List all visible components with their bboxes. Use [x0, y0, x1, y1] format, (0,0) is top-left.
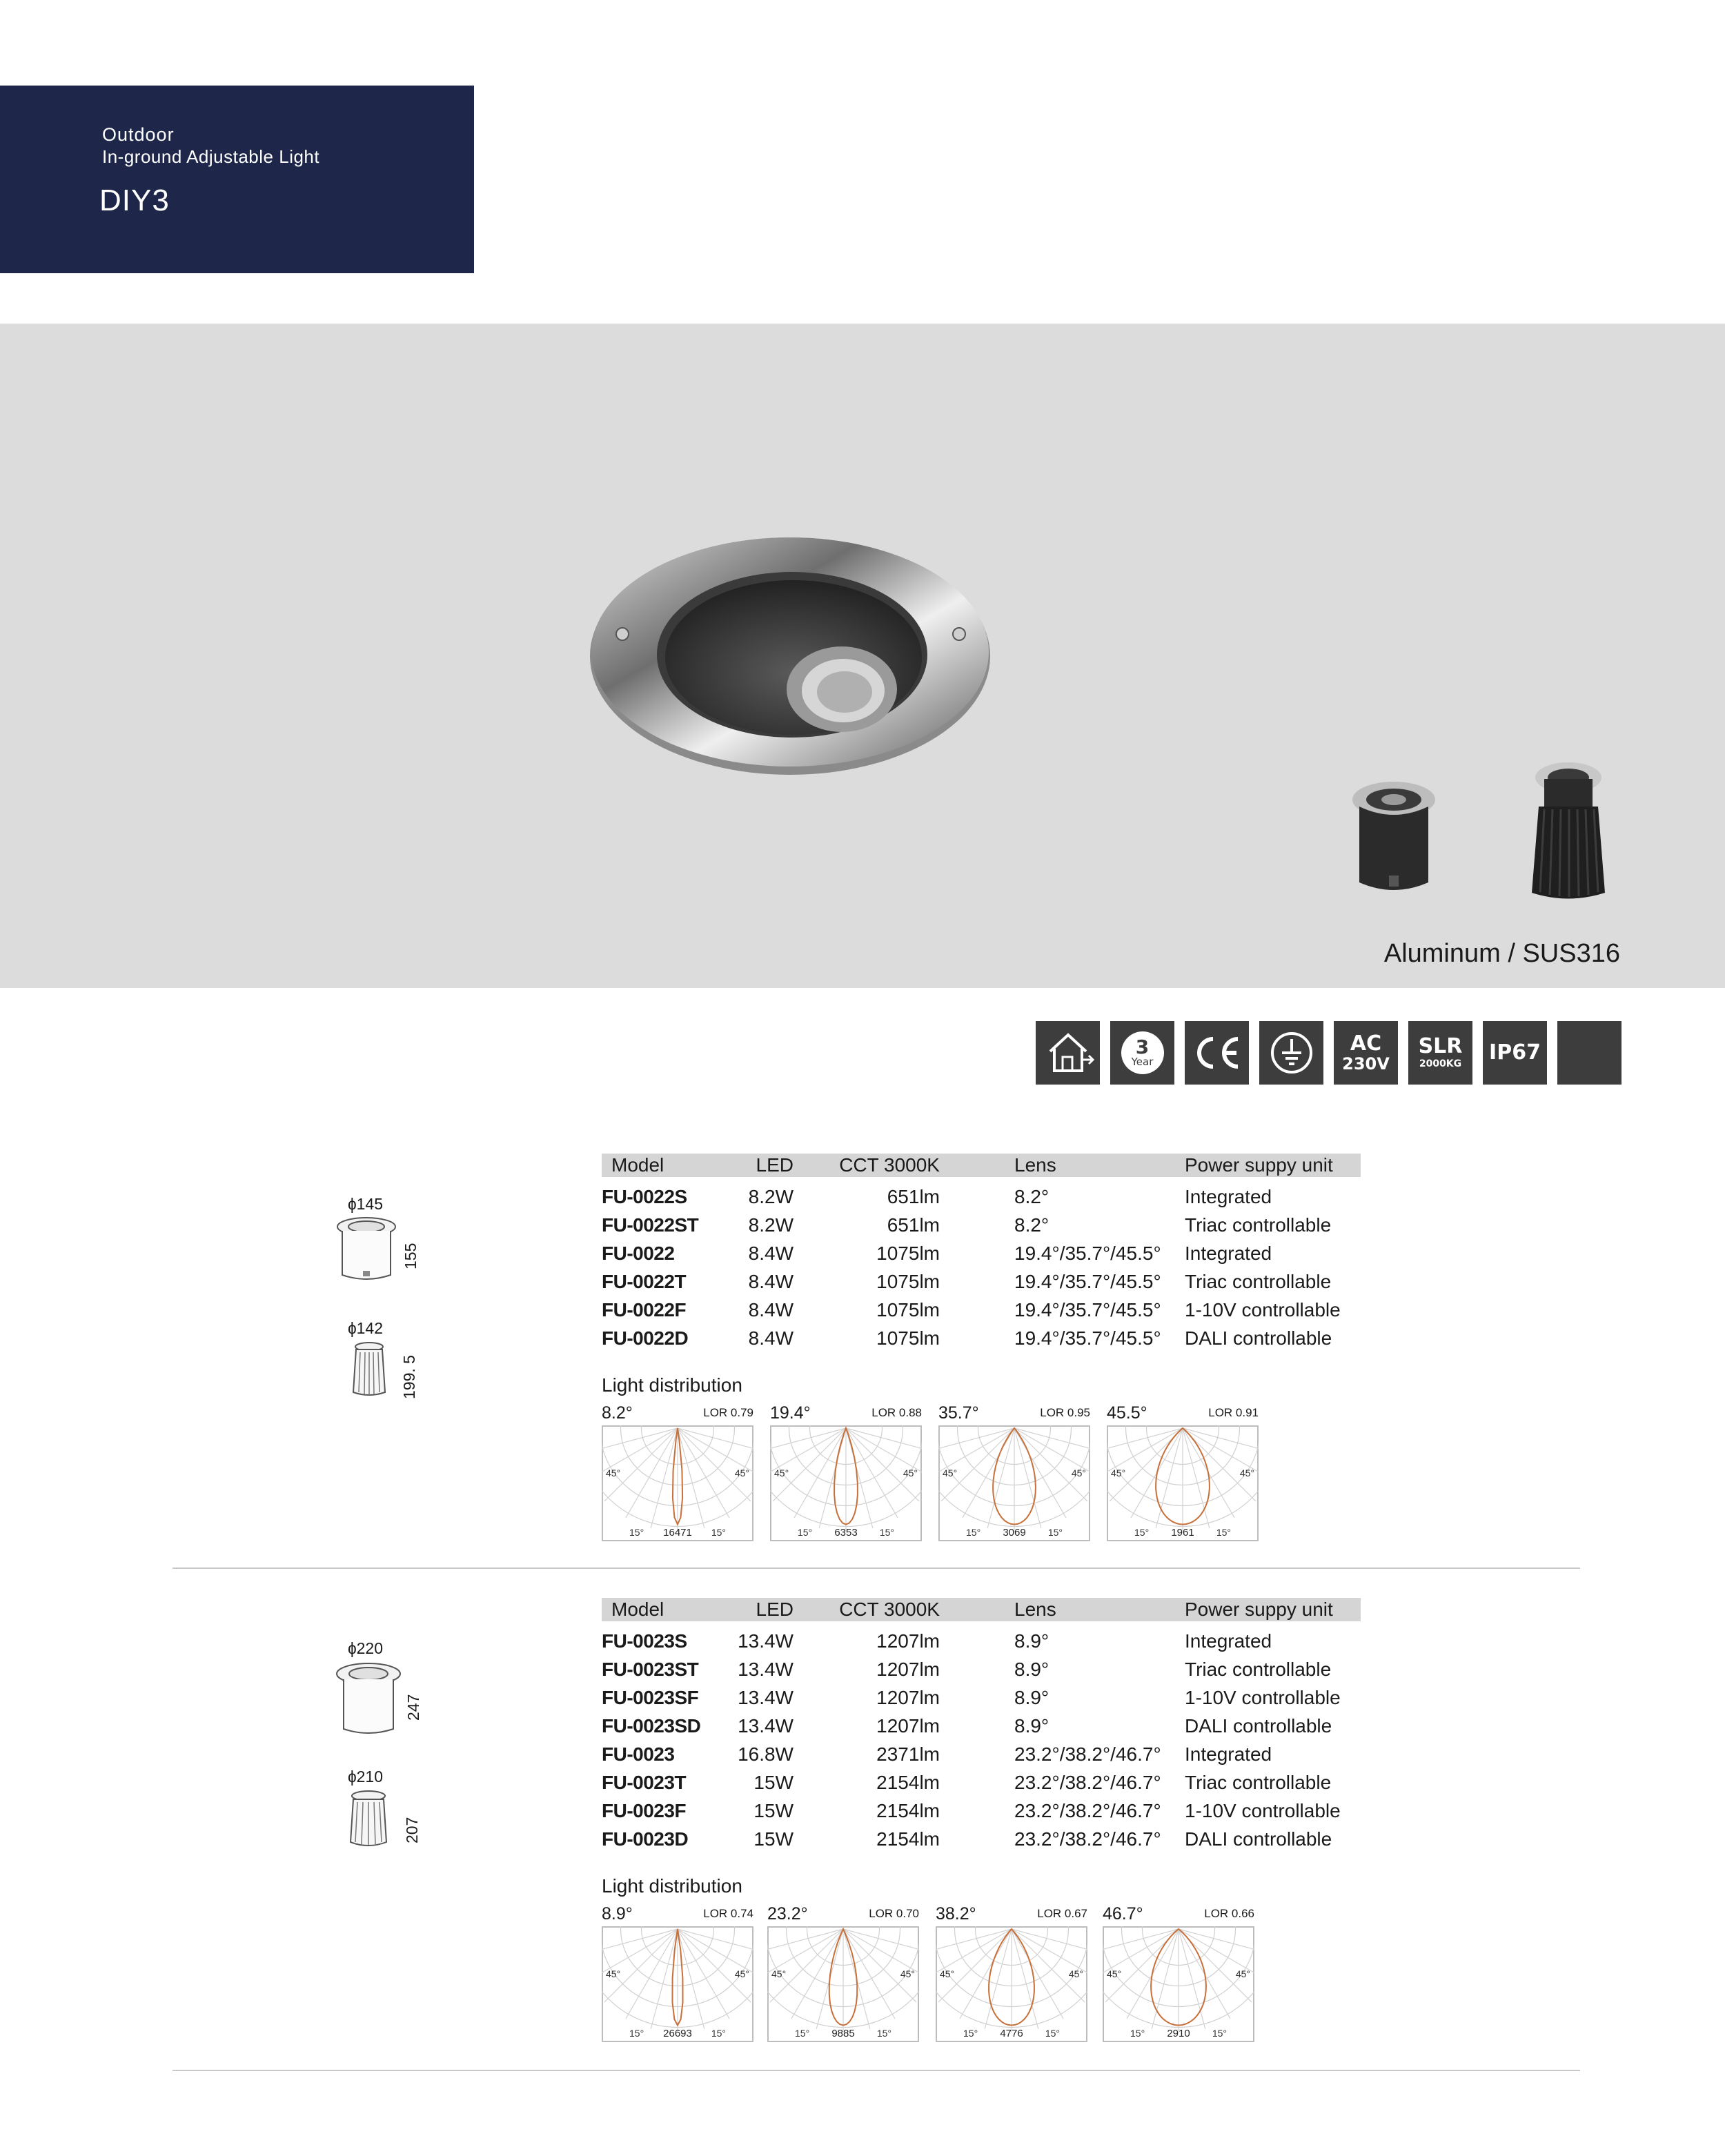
angle-label-left: 45°: [606, 1968, 621, 1979]
angle-label-bottom-right: 15°: [711, 2028, 726, 2039]
spec-table-header: [602, 1154, 1361, 1177]
model-cell: FU-0023S: [602, 1630, 687, 1652]
cct-cell: 2371lm: [876, 1743, 940, 1765]
lens-cell: 23.2°/38.2°/46.7°: [1014, 1800, 1161, 1821]
model-cell: FU-0022: [602, 1243, 675, 1264]
section-divider: [172, 2070, 1580, 2071]
beam-angle-label: 45.5°: [1107, 1403, 1147, 1423]
lor-label: LOR 0.79: [703, 1406, 753, 1419]
angle-label-bottom-right: 15°: [879, 1527, 894, 1538]
table-row: [602, 1655, 1361, 1683]
cct-cell: 2154lm: [876, 1828, 940, 1850]
polar-plot: [936, 1926, 1087, 2042]
angle-label-left: 45°: [774, 1467, 789, 1478]
col-cct: CCT 3000K: [839, 1599, 940, 1620]
beam-angle-label: 8.9°: [602, 1904, 633, 1923]
table-row: [602, 1627, 1361, 1655]
peak-intensity-label: 16471: [663, 1527, 692, 1539]
led-cell: 16.8W: [738, 1743, 793, 1765]
psu-cell: Triac controllable: [1185, 1659, 1332, 1680]
table-row: [602, 1183, 1361, 1211]
angle-label-bottom-left: 15°: [629, 2028, 644, 2039]
lor-label: LOR 0.88: [871, 1406, 922, 1419]
psu-cell: Triac controllable: [1185, 1214, 1332, 1236]
table-row: [602, 1825, 1361, 1853]
polar-chart: [767, 1904, 919, 2042]
angle-label-bottom-right: 15°: [1216, 1527, 1231, 1538]
table-row: [602, 1740, 1361, 1768]
led-cell: 8.4W: [748, 1271, 793, 1292]
angle-label-bottom-left: 15°: [1130, 2028, 1145, 2039]
angle-label-bottom-right: 15°: [876, 2028, 891, 2039]
model-cell: FU-0022D: [602, 1327, 689, 1349]
lens-cell: 8.2°: [1014, 1214, 1049, 1236]
table-row: [602, 1797, 1361, 1825]
led-cell: 8.4W: [748, 1243, 793, 1264]
peak-intensity-label: 4776: [1000, 2028, 1023, 2039]
cct-cell: 651lm: [887, 1214, 940, 1236]
col-psu: Power suppy unit: [1185, 1599, 1333, 1620]
model-cell: FU-0022ST: [602, 1214, 699, 1236]
cct-cell: 1207lm: [876, 1715, 940, 1737]
finned-outline-drawing: [352, 1341, 386, 1396]
polar-chart: [938, 1403, 1090, 1541]
cct-cell: 2154lm: [876, 1772, 940, 1793]
angle-label-right: 45°: [900, 1968, 915, 1979]
col-lens: Lens: [1014, 1599, 1056, 1620]
cct-cell: 651lm: [887, 1186, 940, 1207]
col-model: Model: [611, 1599, 664, 1620]
psu-cell: DALI controllable: [1185, 1715, 1332, 1737]
lens-cell: 23.2°/38.2°/46.7°: [1014, 1828, 1161, 1850]
model-cell: FU-0023: [602, 1743, 675, 1765]
lor-label: LOR 0.74: [703, 1907, 753, 1920]
beam-angle-label: 35.7°: [938, 1403, 979, 1423]
spec-table: [602, 1154, 1361, 1352]
table-row: [602, 1768, 1361, 1797]
angle-label-left: 45°: [1111, 1467, 1126, 1478]
psu-cell: 1-10V controllable: [1185, 1800, 1341, 1821]
spec-table-header: [602, 1598, 1361, 1621]
angle-label-bottom-left: 15°: [1134, 1527, 1150, 1538]
ac-label: AC: [1350, 1031, 1382, 1056]
col-cct: CCT 3000K: [839, 1154, 940, 1176]
lens-cell: 8.9°: [1014, 1715, 1049, 1737]
polar-plot: [938, 1425, 1090, 1541]
led-cell: 13.4W: [738, 1659, 793, 1680]
psu-cell: Integrated: [1185, 1743, 1272, 1765]
angle-label-left: 45°: [1107, 1968, 1122, 1979]
angle-label-bottom-left: 15°: [963, 2028, 978, 2039]
polar-plot: [770, 1425, 922, 1541]
col-psu: Power suppy unit: [1185, 1154, 1333, 1176]
psu-cell: 1-10V controllable: [1185, 1299, 1341, 1321]
angle-label-right: 45°: [903, 1467, 918, 1478]
lor-label: LOR 0.67: [1037, 1907, 1087, 1920]
peak-intensity-label: 2910: [1167, 2028, 1190, 2039]
angle-label-bottom-right: 15°: [1212, 2028, 1227, 2039]
light-distribution-title: Light distribution: [602, 1875, 742, 1897]
cct-cell: 1207lm: [876, 1630, 940, 1652]
led-cell: 15W: [753, 1828, 793, 1850]
psu-cell: DALI controllable: [1185, 1327, 1332, 1349]
lens-cell: 19.4°/35.7°/45.5°: [1014, 1299, 1161, 1321]
warranty-years: 3: [1135, 1036, 1150, 1058]
angle-label-right: 45°: [1235, 1968, 1250, 1979]
polar-plot: [767, 1926, 919, 2042]
certification-icons: [1036, 1021, 1621, 1085]
slr-label: SLR: [1418, 1034, 1463, 1058]
led-cell: 15W: [753, 1800, 793, 1821]
dimension-drawing-housing: [331, 1195, 420, 1292]
variant-finned-housing-image: [1524, 758, 1613, 903]
warranty-icon: [1110, 1021, 1174, 1085]
lens-cell: 8.9°: [1014, 1630, 1049, 1652]
cct-cell: 1075lm: [876, 1271, 940, 1292]
cct-cell: 2154lm: [876, 1800, 940, 1821]
beam-angle-label: 38.2°: [936, 1904, 976, 1923]
table-row: [602, 1324, 1361, 1352]
dimension-drawing-finned: [331, 1768, 428, 1850]
model-cell: FU-0023F: [602, 1800, 687, 1821]
cct-cell: 1075lm: [876, 1243, 940, 1264]
led-cell: 13.4W: [738, 1630, 793, 1652]
slr-load-badge: [1408, 1021, 1472, 1085]
hero-banner: [0, 324, 1725, 988]
psu-cell: Integrated: [1185, 1243, 1272, 1264]
product-header: [0, 86, 474, 273]
housing-outline-drawing: [335, 1216, 397, 1282]
angle-label-bottom-left: 15°: [629, 1527, 644, 1538]
polar-chart: [1107, 1403, 1259, 1541]
cct-cell: 1075lm: [876, 1299, 940, 1321]
height-label: 207: [403, 1817, 421, 1843]
lor-label: LOR 0.66: [1204, 1907, 1254, 1920]
dimension-drawing-finned: [331, 1319, 418, 1402]
led-cell: 15W: [753, 1772, 793, 1793]
lens-cell: 19.4°/35.7°/45.5°: [1014, 1243, 1161, 1264]
angle-label-right: 45°: [1068, 1968, 1083, 1979]
col-led: LED: [756, 1154, 793, 1176]
ip-rating-label: IP67: [1489, 1040, 1541, 1065]
spec-table: [602, 1598, 1361, 1853]
lor-label: LOR 0.95: [1040, 1406, 1090, 1419]
product-category: Outdoor: [102, 124, 175, 145]
model-cell: FU-0022T: [602, 1271, 687, 1292]
peak-intensity-label: 6353: [834, 1527, 858, 1539]
beam-angle-label: 46.7°: [1103, 1904, 1143, 1923]
led-cell: 8.4W: [748, 1299, 793, 1321]
model-cell: FU-0023ST: [602, 1659, 699, 1680]
warranty-unit: Year: [1131, 1056, 1154, 1068]
psu-cell: Integrated: [1185, 1630, 1272, 1652]
angle-label-right: 45°: [1239, 1467, 1254, 1478]
led-cell: 13.4W: [738, 1715, 793, 1737]
psu-cell: Triac controllable: [1185, 1271, 1332, 1292]
led-cell: 8.2W: [748, 1186, 793, 1207]
diameter-label: ɸ142: [348, 1319, 384, 1337]
section-divider: [172, 1567, 1580, 1569]
table-row: [602, 1296, 1361, 1324]
angle-label-bottom-right: 15°: [1045, 2028, 1060, 2039]
cct-cell: 1207lm: [876, 1687, 940, 1708]
angle-label-left: 45°: [940, 1968, 955, 1979]
polar-plot: [1107, 1425, 1259, 1541]
angle-label-right: 45°: [1071, 1467, 1086, 1478]
table-row: [602, 1712, 1361, 1740]
lens-cell: 8.9°: [1014, 1687, 1049, 1708]
diameter-label: ɸ210: [348, 1768, 384, 1786]
variant-small-housing-image: [1349, 779, 1439, 896]
table-row: [602, 1239, 1361, 1267]
angle-label-right: 45°: [734, 1467, 749, 1478]
peak-intensity-label: 1961: [1171, 1527, 1194, 1539]
polar-chart: [1103, 1904, 1254, 2042]
angle-label-left: 45°: [771, 1968, 787, 1979]
table-row: [602, 1683, 1361, 1712]
load-label: 2000KG: [1419, 1058, 1462, 1069]
ip-rating-badge: [1483, 1021, 1547, 1085]
diameter-label: ɸ220: [348, 1639, 384, 1657]
model-cell: FU-0022F: [602, 1299, 687, 1321]
dimension-drawing-housing: [331, 1639, 428, 1750]
polar-plot: [1103, 1926, 1254, 2042]
model-cell: FU-0023SF: [602, 1687, 699, 1708]
angle-label-bottom-right: 15°: [711, 1527, 726, 1538]
indoor-outdoor-house-icon: [1036, 1021, 1100, 1085]
voltage-label: 230V: [1342, 1054, 1390, 1074]
table-row: [602, 1211, 1361, 1239]
height-label: 155: [402, 1243, 420, 1269]
blank-badge: [1557, 1021, 1621, 1085]
led-cell: 8.4W: [748, 1327, 793, 1349]
material-label: Aluminum / SUS316: [1383, 939, 1620, 968]
lens-cell: 19.4°/35.7°/45.5°: [1014, 1327, 1161, 1349]
ce-mark-icon: [1185, 1021, 1249, 1085]
model-cell: FU-0022S: [602, 1186, 687, 1207]
beam-angle-label: 19.4°: [770, 1403, 811, 1423]
angle-label-bottom-left: 15°: [795, 2028, 810, 2039]
col-lens: Lens: [1014, 1154, 1056, 1176]
model-cell: FU-0023SD: [602, 1715, 701, 1737]
peak-intensity-label: 3069: [1003, 1527, 1026, 1539]
polar-chart: [770, 1403, 922, 1541]
product-code: DIY3: [99, 184, 170, 217]
height-label: 247: [404, 1694, 422, 1721]
housing-outline-drawing: [334, 1661, 403, 1737]
ac-voltage-badge: [1334, 1021, 1398, 1085]
polar-chart: [602, 1904, 753, 2042]
psu-cell: DALI controllable: [1185, 1828, 1332, 1850]
polar-plot: [602, 1926, 753, 2042]
light-distribution-title: Light distribution: [602, 1374, 742, 1396]
angle-label-bottom-right: 15°: [1047, 1527, 1063, 1538]
col-led: LED: [756, 1599, 793, 1620]
ground-earth-icon: [1259, 1021, 1323, 1085]
beam-angle-label: 23.2°: [767, 1904, 808, 1923]
lor-label: LOR 0.70: [869, 1907, 919, 1920]
led-cell: 13.4W: [738, 1687, 793, 1708]
model-cell: FU-0023T: [602, 1772, 687, 1793]
angle-label-bottom-left: 15°: [798, 1527, 813, 1538]
psu-cell: Integrated: [1185, 1186, 1272, 1207]
angle-label-bottom-left: 15°: [966, 1527, 981, 1538]
peak-intensity-label: 9885: [831, 2028, 855, 2039]
col-model: Model: [611, 1154, 664, 1176]
lens-cell: 8.9°: [1014, 1659, 1049, 1680]
cct-cell: 1075lm: [876, 1327, 940, 1349]
lor-label: LOR 0.91: [1208, 1406, 1259, 1419]
model-cell: FU-0023D: [602, 1828, 689, 1850]
angle-label-left: 45°: [943, 1467, 958, 1478]
lens-cell: 19.4°/35.7°/45.5°: [1014, 1271, 1161, 1292]
peak-intensity-label: 26693: [663, 2028, 692, 2039]
polar-chart: [936, 1904, 1087, 2042]
table-row: [602, 1267, 1361, 1296]
angle-label-right: 45°: [734, 1968, 749, 1979]
psu-cell: Triac controllable: [1185, 1772, 1332, 1793]
psu-cell: 1-10V controllable: [1185, 1687, 1341, 1708]
beam-angle-label: 8.2°: [602, 1403, 633, 1423]
polar-chart: [602, 1403, 753, 1541]
product-subtitle: In-ground Adjustable Light: [102, 146, 320, 167]
angle-label-left: 45°: [606, 1467, 621, 1478]
lens-cell: 8.2°: [1014, 1186, 1049, 1207]
diameter-label: ɸ145: [348, 1195, 384, 1213]
lens-cell: 23.2°/38.2°/46.7°: [1014, 1743, 1161, 1765]
finned-outline-drawing: [348, 1790, 389, 1848]
height-label: 199. 5: [400, 1355, 418, 1399]
polar-plot: [602, 1425, 753, 1541]
cct-cell: 1207lm: [876, 1659, 940, 1680]
led-cell: 8.2W: [748, 1214, 793, 1236]
lens-cell: 23.2°/38.2°/46.7°: [1014, 1772, 1161, 1793]
main-product-image: [586, 531, 994, 779]
